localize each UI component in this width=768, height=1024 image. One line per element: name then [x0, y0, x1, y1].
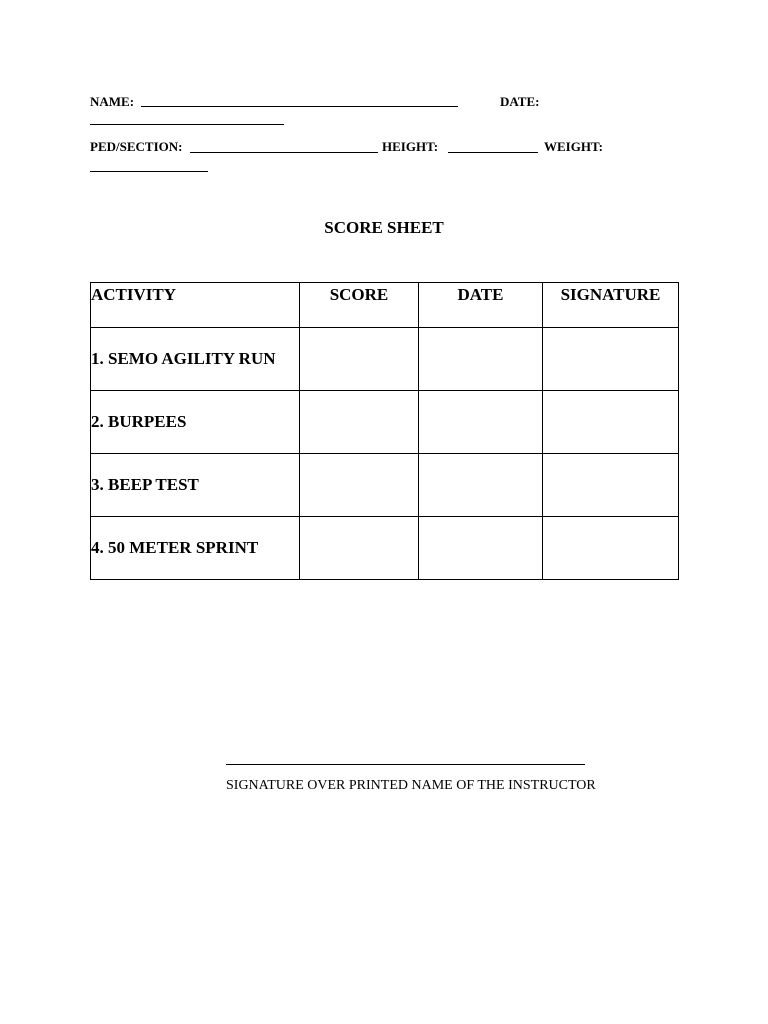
section-field-line[interactable]	[190, 152, 378, 153]
score-cell[interactable]	[300, 454, 419, 517]
activity-cell: 1. SEMO AGILITY RUN	[91, 328, 300, 391]
page-title: SCORE SHEET	[324, 218, 444, 237]
name-label: NAME:	[90, 94, 135, 109]
table-row	[91, 454, 679, 517]
column-header-date: DATE	[419, 283, 543, 328]
weight-field-line[interactable]	[90, 171, 208, 172]
table-header-row	[91, 283, 679, 328]
score-cell[interactable]	[300, 517, 419, 580]
activity-cell: 4. 50 METER SPRINT	[91, 517, 300, 580]
instructor-signature-caption: SIGNATURE OVER PRINTED NAME OF THE INSTRUCTOR	[226, 778, 596, 793]
date-cell[interactable]	[419, 328, 543, 391]
column-header-score: SCORE	[300, 283, 419, 328]
date-cell[interactable]	[419, 391, 543, 454]
name-field-line[interactable]	[141, 106, 458, 107]
activity-cell: 3. BEEP TEST	[91, 454, 300, 517]
score-table	[90, 282, 679, 580]
table-row	[91, 517, 679, 580]
signature-cell[interactable]	[543, 454, 679, 517]
column-header-signature: SIGNATURE	[543, 283, 679, 328]
score-cell[interactable]	[300, 328, 419, 391]
activity-cell: 2. BURPEES	[91, 391, 300, 454]
weight-label: WEIGHT:	[544, 139, 603, 154]
score-cell[interactable]	[300, 391, 419, 454]
table-row	[91, 328, 679, 391]
instructor-signature-line[interactable]	[226, 764, 585, 765]
date-label: DATE:	[500, 94, 540, 109]
date-cell[interactable]	[419, 517, 543, 580]
date-field-line[interactable]	[90, 124, 284, 125]
height-label: HEIGHT:	[382, 139, 439, 154]
signature-cell[interactable]	[543, 517, 679, 580]
height-field-line[interactable]	[448, 152, 538, 153]
table-row	[91, 391, 679, 454]
signature-cell[interactable]	[543, 328, 679, 391]
date-cell[interactable]	[419, 454, 543, 517]
column-header-activity: ACTIVITY	[91, 283, 300, 328]
section-label: PED/SECTION:	[90, 139, 183, 154]
signature-cell[interactable]	[543, 391, 679, 454]
